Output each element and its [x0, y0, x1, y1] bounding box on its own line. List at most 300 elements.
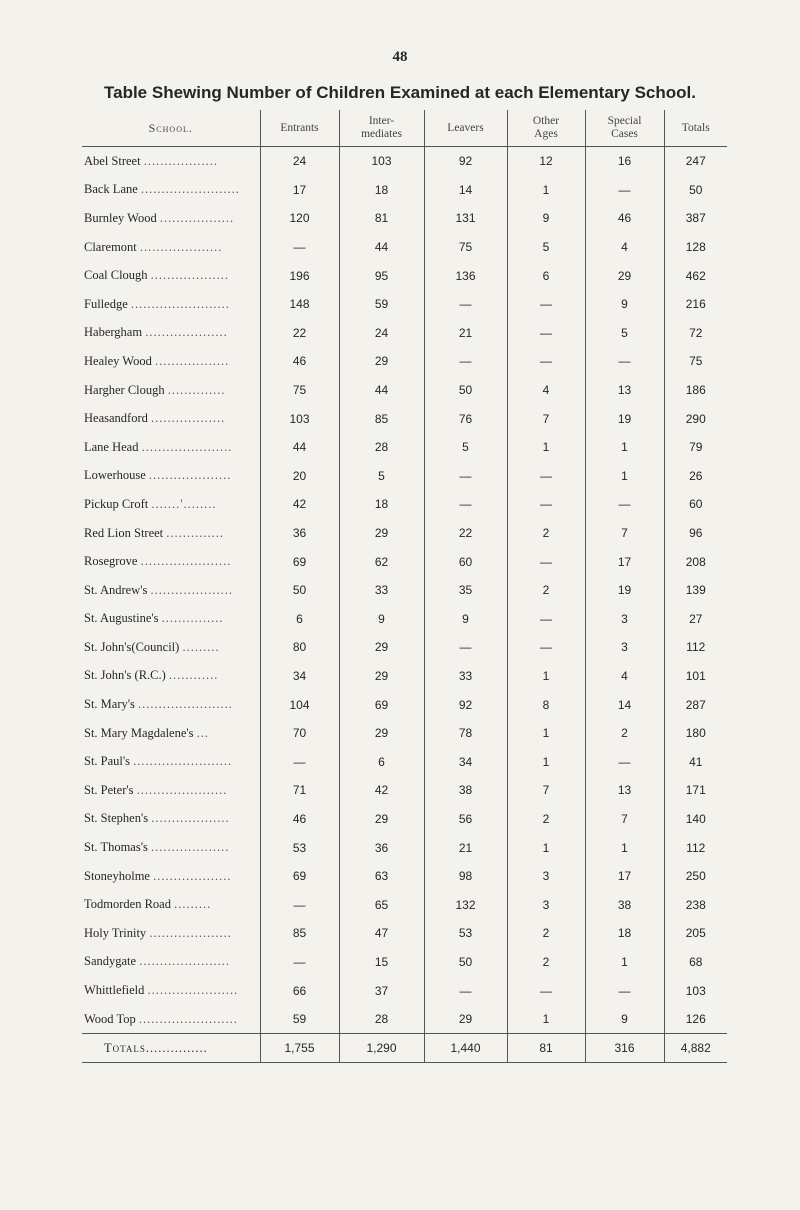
entrants-cell: 104 — [260, 690, 339, 719]
intermediates-cell: 62 — [339, 547, 424, 576]
special-cases-cell: 13 — [585, 776, 664, 805]
leavers-cell: 75 — [424, 233, 507, 262]
school-name-cell — [82, 747, 260, 776]
intermediates-cell: 5 — [339, 462, 424, 491]
entrants-cell: — — [260, 948, 339, 977]
header-school: School. — [82, 110, 260, 147]
totals-cell: 180 — [664, 719, 727, 748]
school-name: Heasandford — [84, 411, 148, 426]
school-name-cell — [82, 605, 260, 634]
leavers-cell: 21 — [424, 833, 507, 862]
school-name-cell — [82, 147, 260, 176]
school-name-cell — [82, 490, 260, 519]
leavers-cell: 132 — [424, 890, 507, 919]
table-body — [82, 147, 727, 1034]
table-row — [82, 776, 727, 805]
school-name-cell — [82, 805, 260, 834]
table-row — [82, 690, 727, 719]
leader-dots: ............... — [161, 611, 224, 626]
totals-cell: 140 — [664, 805, 727, 834]
table-row — [82, 433, 727, 462]
leader-dots: ...................... — [141, 439, 233, 454]
special-cases-cell: 17 — [585, 862, 664, 891]
school-name: Lane Head — [84, 439, 139, 454]
school-name: St. Mary Magdalene's — [84, 725, 194, 740]
entrants-cell: 103 — [260, 404, 339, 433]
leader-dots: ...................... — [139, 954, 230, 969]
leader-dots: ............... — [145, 1040, 208, 1055]
leavers-cell: 53 — [424, 919, 507, 948]
leavers-cell: 38 — [424, 776, 507, 805]
special-cases-cell: 3 — [585, 633, 664, 662]
school-name: Sandygate — [84, 954, 137, 969]
school-name: St. Peter's — [84, 782, 134, 797]
school-name-cell — [82, 862, 260, 891]
school-name-cell — [82, 890, 260, 919]
special-cases-cell: 1 — [585, 833, 664, 862]
other-ages-cell: 7 — [507, 404, 585, 433]
intermediates-cell: 9 — [339, 605, 424, 634]
leavers-cell: 98 — [424, 862, 507, 891]
totals-cell: 60 — [664, 490, 727, 519]
special-cases-cell: 13 — [585, 376, 664, 405]
special-cases-cell: 17 — [585, 547, 664, 576]
school-name: St. Mary's — [84, 697, 135, 712]
intermediates-cell: 29 — [339, 719, 424, 748]
table-row — [82, 404, 727, 433]
leavers-cell: — — [424, 290, 507, 319]
special-cases-cell: 14 — [585, 690, 664, 719]
leader-dots: ......... — [182, 639, 220, 654]
school-name: Healey Wood — [84, 353, 152, 368]
totals-row — [82, 1034, 727, 1063]
school-name-cell — [82, 919, 260, 948]
table-row — [82, 547, 727, 576]
table-row — [82, 919, 727, 948]
intermediates-cell: 18 — [339, 176, 424, 205]
special-cases-cell: — — [585, 976, 664, 1005]
intermediates-cell: 44 — [339, 233, 424, 262]
intermediates-cell: 29 — [339, 633, 424, 662]
entrants-cell: 148 — [260, 290, 339, 319]
leader-dots: .................. — [151, 411, 226, 426]
totals-cell: 26 — [664, 462, 727, 491]
leader-dots: .................. — [159, 210, 235, 225]
header-special-cases: Special Cases — [585, 110, 664, 147]
school-name: Rosegrove — [84, 554, 138, 569]
entrants-cell: 50 — [260, 576, 339, 605]
other-ages-cell: — — [507, 462, 585, 491]
other-ages-cell: 9 — [507, 204, 585, 233]
leavers-cell: — — [424, 976, 507, 1005]
leader-dots: .......'........ — [151, 496, 217, 511]
special-cases-cell: 1 — [585, 462, 664, 491]
totals-cell: 139 — [664, 576, 727, 605]
intermediates-cell: 37 — [339, 976, 424, 1005]
table-row — [82, 1005, 727, 1034]
intermediates-cell: 6 — [339, 747, 424, 776]
table-row — [82, 176, 727, 205]
entrants-cell: — — [260, 890, 339, 919]
leader-dots: ...................... — [136, 782, 228, 797]
special-cases-cell: 4 — [585, 662, 664, 691]
special-cases-cell: — — [585, 347, 664, 376]
school-name-cell — [82, 204, 260, 233]
entrants-cell: 44 — [260, 433, 339, 462]
school-name: St. Paul's — [84, 754, 131, 769]
other-ages-cell: 2 — [507, 519, 585, 548]
entrants-cell: 66 — [260, 976, 339, 1005]
other-ages-cell: 12 — [507, 147, 585, 176]
table-row — [82, 662, 727, 691]
special-cases-cell: 1 — [585, 948, 664, 977]
table-row — [82, 633, 727, 662]
entrants-cell: 46 — [260, 347, 339, 376]
special-cases-cell: 2 — [585, 719, 664, 748]
school-name-cell — [82, 319, 260, 348]
school-name: Habergham — [84, 325, 143, 340]
page-title: Table Shewing Number of Children Examined at each Elementary School. — [104, 83, 696, 102]
leavers-cell: — — [424, 633, 507, 662]
leavers-cell: 78 — [424, 719, 507, 748]
leavers-cell: 50 — [424, 376, 507, 405]
entrants-cell: 17 — [260, 176, 339, 205]
school-name-cell — [82, 462, 260, 491]
table-row — [82, 976, 727, 1005]
intermediates-cell: 81 — [339, 204, 424, 233]
total-intermediates: 1,290 — [339, 1034, 424, 1063]
special-cases-cell: 38 — [585, 890, 664, 919]
totals-cell: 75 — [664, 347, 727, 376]
leader-dots: .................... — [139, 239, 223, 254]
intermediates-cell: 42 — [339, 776, 424, 805]
entrants-cell: — — [260, 233, 339, 262]
special-cases-cell: 19 — [585, 576, 664, 605]
special-cases-cell: 29 — [585, 261, 664, 290]
entrants-cell: 36 — [260, 519, 339, 548]
school-name-cell — [82, 576, 260, 605]
table-row — [82, 290, 727, 319]
table-row — [82, 347, 727, 376]
leader-dots: ...................... — [147, 983, 239, 998]
totals-cell: 208 — [664, 547, 727, 576]
totals-cell: 238 — [664, 890, 727, 919]
other-ages-cell: 1 — [507, 747, 585, 776]
school-name: Fulledge — [84, 296, 128, 311]
leader-dots: ........................ — [130, 296, 230, 311]
leader-dots: ................... — [150, 268, 230, 283]
totals-cell: 171 — [664, 776, 727, 805]
school-name-cell — [82, 776, 260, 805]
intermediates-cell: 28 — [339, 1005, 424, 1034]
school-name: Back Lane — [84, 182, 138, 197]
school-name-cell — [82, 433, 260, 462]
school-name: Whittlefield — [84, 983, 145, 998]
intermediates-cell: 69 — [339, 690, 424, 719]
totals-cell: 287 — [664, 690, 727, 719]
other-ages-cell: — — [507, 976, 585, 1005]
total-entrants: 1,755 — [260, 1034, 339, 1063]
special-cases-cell: 4 — [585, 233, 664, 262]
other-ages-cell: 5 — [507, 233, 585, 262]
other-ages-cell: — — [507, 605, 585, 634]
school-name: St. Andrew's — [84, 582, 148, 597]
school-name-cell — [82, 347, 260, 376]
school-name: Holy Trinity — [84, 925, 147, 940]
school-name: Coal Clough — [84, 268, 148, 283]
school-name-cell — [82, 719, 260, 748]
table-row — [82, 576, 727, 605]
leader-dots: ........................ — [140, 182, 240, 197]
table-row — [82, 605, 727, 634]
leavers-cell: 29 — [424, 1005, 507, 1034]
leader-dots: ........................ — [138, 1011, 238, 1026]
leavers-cell: 34 — [424, 747, 507, 776]
intermediates-cell: 33 — [339, 576, 424, 605]
intermediates-cell: 18 — [339, 490, 424, 519]
entrants-cell: 53 — [260, 833, 339, 862]
special-cases-cell: 5 — [585, 319, 664, 348]
totals-cell: 96 — [664, 519, 727, 548]
intermediates-cell: 29 — [339, 662, 424, 691]
table-row — [82, 319, 727, 348]
table-row — [82, 805, 727, 834]
total-other-ages: 81 — [507, 1034, 585, 1063]
intermediates-cell: 85 — [339, 404, 424, 433]
other-ages-cell: — — [507, 347, 585, 376]
table-row — [82, 948, 727, 977]
school-name: St. Augustine's — [84, 611, 159, 626]
table-row — [82, 862, 727, 891]
school-name: Todmorden Road — [84, 897, 171, 912]
leavers-cell: — — [424, 490, 507, 519]
leavers-cell: 92 — [424, 147, 507, 176]
entrants-cell: 6 — [260, 605, 339, 634]
other-ages-cell: 2 — [507, 805, 585, 834]
leavers-cell: 92 — [424, 690, 507, 719]
intermediates-cell: 103 — [339, 147, 424, 176]
other-ages-cell: 4 — [507, 376, 585, 405]
header-other-ages: Other Ages — [507, 110, 585, 147]
special-cases-cell: 7 — [585, 805, 664, 834]
entrants-cell: 120 — [260, 204, 339, 233]
other-ages-cell: 3 — [507, 890, 585, 919]
total-totals: 4,882 — [664, 1034, 727, 1063]
intermediates-cell: 95 — [339, 261, 424, 290]
leader-dots: .............. — [167, 382, 226, 397]
school-name: Lowerhouse — [84, 468, 146, 483]
entrants-cell: 70 — [260, 719, 339, 748]
leader-dots: .................... — [149, 925, 232, 940]
leader-dots: ... — [196, 725, 210, 740]
school-name: St. John's (R.C.) — [84, 668, 166, 683]
other-ages-cell: 6 — [507, 261, 585, 290]
entrants-cell: 59 — [260, 1005, 339, 1034]
leader-dots: ......... — [174, 897, 212, 912]
leader-dots: ................... — [153, 868, 232, 883]
header-entrants: Entrants — [260, 110, 339, 147]
table-row — [82, 462, 727, 491]
leavers-cell: — — [424, 462, 507, 491]
page-number: 48 — [392, 49, 408, 65]
other-ages-cell: 2 — [507, 919, 585, 948]
totals-cell: 462 — [664, 261, 727, 290]
table-row — [82, 833, 727, 862]
other-ages-cell: 1 — [507, 433, 585, 462]
intermediates-cell: 36 — [339, 833, 424, 862]
other-ages-cell: 3 — [507, 862, 585, 891]
intermediates-cell: 59 — [339, 290, 424, 319]
leader-dots: .................. — [143, 153, 218, 168]
leavers-cell: 35 — [424, 576, 507, 605]
intermediates-cell: 15 — [339, 948, 424, 977]
intermediates-cell: 29 — [339, 805, 424, 834]
header-totals: Totals — [664, 110, 727, 147]
table-row — [82, 519, 727, 548]
leavers-cell: 76 — [424, 404, 507, 433]
leavers-cell: 60 — [424, 547, 507, 576]
special-cases-cell: — — [585, 747, 664, 776]
other-ages-cell: 1 — [507, 662, 585, 691]
leader-dots: ....................... — [138, 697, 233, 712]
school-name: Claremont — [84, 239, 137, 254]
totals-cell: 387 — [664, 204, 727, 233]
leavers-cell: 56 — [424, 805, 507, 834]
leader-dots: ........................ — [133, 754, 233, 769]
special-cases-cell: 46 — [585, 204, 664, 233]
other-ages-cell: 7 — [507, 776, 585, 805]
other-ages-cell: — — [507, 490, 585, 519]
leader-dots: .................. — [154, 353, 230, 368]
entrants-cell: 85 — [260, 919, 339, 948]
entrants-cell: 71 — [260, 776, 339, 805]
totals-cell: 216 — [664, 290, 727, 319]
school-name: Pickup Croft — [84, 496, 149, 511]
leavers-cell: 9 — [424, 605, 507, 634]
other-ages-cell: 8 — [507, 690, 585, 719]
totals-cell: 290 — [664, 404, 727, 433]
special-cases-cell: — — [585, 490, 664, 519]
leader-dots: ...................... — [140, 554, 232, 569]
school-name: Wood Top — [84, 1011, 136, 1026]
header-row — [82, 110, 727, 147]
entrants-cell: 46 — [260, 805, 339, 834]
totals-cell: 112 — [664, 833, 727, 862]
examination-table — [82, 110, 727, 1063]
other-ages-cell: — — [507, 290, 585, 319]
leavers-cell: 33 — [424, 662, 507, 691]
totals-cell: 50 — [664, 176, 727, 205]
leavers-cell: 21 — [424, 319, 507, 348]
table-row — [82, 376, 727, 405]
special-cases-cell: — — [585, 176, 664, 205]
table-row — [82, 890, 727, 919]
special-cases-cell: 16 — [585, 147, 664, 176]
school-name: Red Lion Street — [84, 525, 164, 540]
other-ages-cell: — — [507, 633, 585, 662]
totals-cell: 112 — [664, 633, 727, 662]
leavers-cell: — — [424, 347, 507, 376]
total-special-cases: 316 — [585, 1034, 664, 1063]
totals-cell: 128 — [664, 233, 727, 262]
intermediates-cell: 63 — [339, 862, 424, 891]
intermediates-cell: 44 — [339, 376, 424, 405]
entrants-cell: 75 — [260, 376, 339, 405]
other-ages-cell: 2 — [507, 948, 585, 977]
school-name-cell — [82, 261, 260, 290]
entrants-cell: 42 — [260, 490, 339, 519]
table-row — [82, 233, 727, 262]
table-row — [82, 719, 727, 748]
school-name-cell — [82, 976, 260, 1005]
school-name-cell — [82, 519, 260, 548]
other-ages-cell: 2 — [507, 576, 585, 605]
totals-cell: 68 — [664, 948, 727, 977]
other-ages-cell: 1 — [507, 1005, 585, 1034]
total-leavers: 1,440 — [424, 1034, 507, 1063]
special-cases-cell: 18 — [585, 919, 664, 948]
intermediates-cell: 65 — [339, 890, 424, 919]
other-ages-cell: — — [507, 547, 585, 576]
header-intermediates: Inter- mediates — [339, 110, 424, 147]
school-name-cell — [82, 404, 260, 433]
leader-dots: .................... — [148, 468, 232, 483]
totals-cell: 247 — [664, 147, 727, 176]
school-name-cell — [82, 633, 260, 662]
school-name-cell — [82, 176, 260, 205]
intermediates-cell: 29 — [339, 347, 424, 376]
leader-dots: .............. — [166, 525, 225, 540]
intermediates-cell: 24 — [339, 319, 424, 348]
totals-cell: 126 — [664, 1005, 727, 1034]
school-name-cell — [82, 690, 260, 719]
intermediates-cell: 47 — [339, 919, 424, 948]
leader-dots: .................... — [145, 325, 228, 340]
entrants-cell: 80 — [260, 633, 339, 662]
school-name-cell — [82, 547, 260, 576]
totals-cell: 186 — [664, 376, 727, 405]
special-cases-cell: 9 — [585, 290, 664, 319]
entrants-cell: 34 — [260, 662, 339, 691]
totals-cell: 250 — [664, 862, 727, 891]
totals-cell: 205 — [664, 919, 727, 948]
school-name-cell — [82, 376, 260, 405]
table-row — [82, 204, 727, 233]
entrants-cell: 24 — [260, 147, 339, 176]
entrants-cell: 20 — [260, 462, 339, 491]
entrants-cell: — — [260, 747, 339, 776]
entrants-cell: 69 — [260, 862, 339, 891]
leavers-cell: 131 — [424, 204, 507, 233]
special-cases-cell: 1 — [585, 433, 664, 462]
leavers-cell: 22 — [424, 519, 507, 548]
other-ages-cell: 1 — [507, 833, 585, 862]
school-name: Burnley Wood — [84, 210, 157, 225]
school-name: St. John's(Council) — [84, 639, 180, 654]
leader-dots: .................... — [150, 582, 233, 597]
leader-dots: ................... — [151, 811, 230, 826]
totals-cell: 103 — [664, 976, 727, 1005]
school-name-cell — [82, 662, 260, 691]
table-row — [82, 261, 727, 290]
totals-cell: 79 — [664, 433, 727, 462]
special-cases-cell: 3 — [585, 605, 664, 634]
totals-cell: 101 — [664, 662, 727, 691]
school-name: St. Stephen's — [84, 811, 149, 826]
intermediates-cell: 29 — [339, 519, 424, 548]
header-leavers: Leavers — [424, 110, 507, 147]
leader-dots: ................... — [150, 840, 230, 855]
